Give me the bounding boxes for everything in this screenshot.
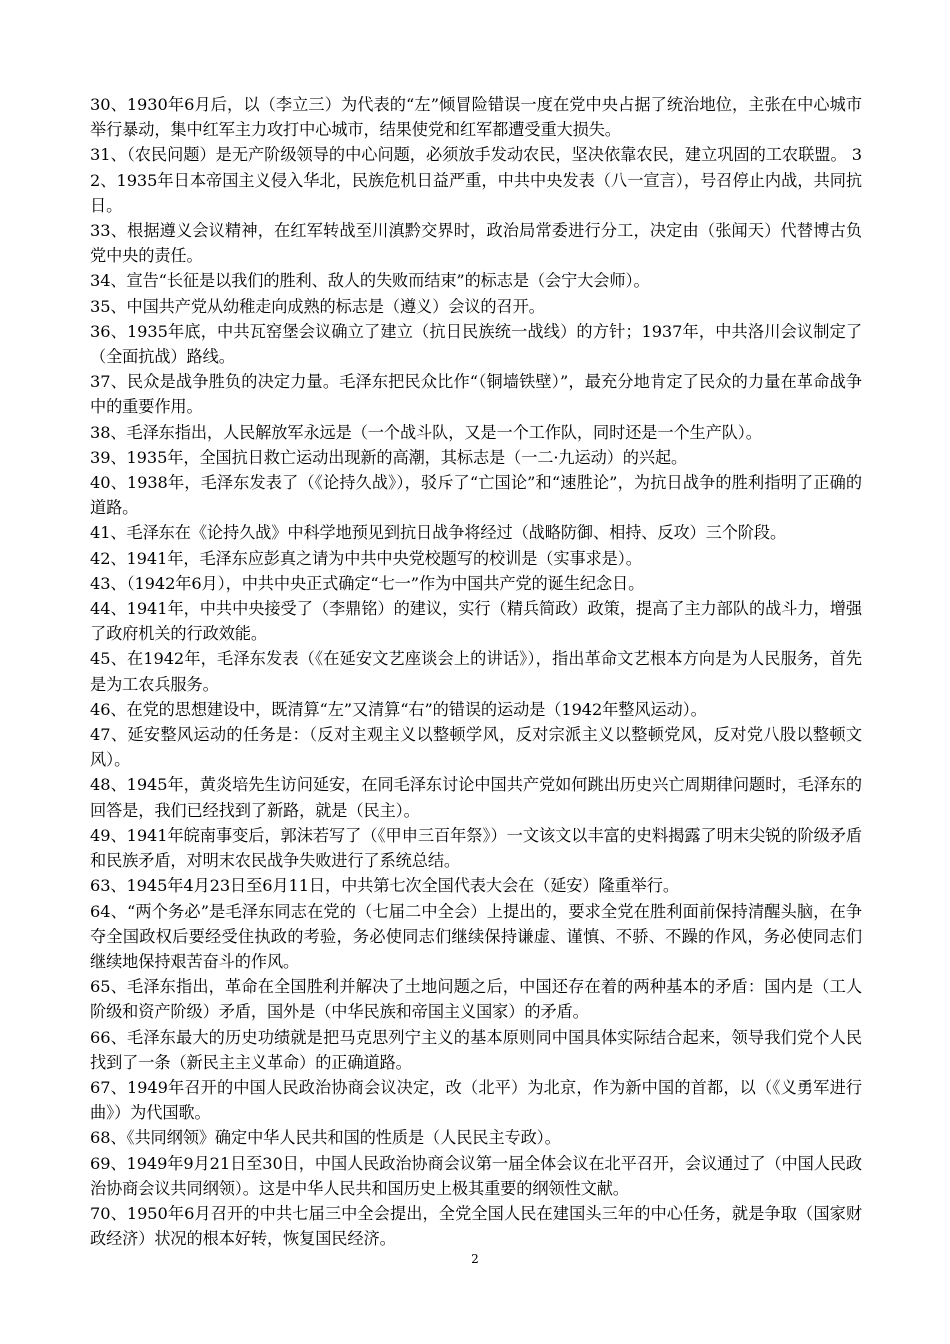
paragraph-39: 39、1935年，全国抗日救亡运动出现新的高潮，其标志是（一二·九运动）的兴起。 [90, 447, 688, 467]
paragraph-34: 34、宣告“长征是以我们的胜利、敌人的失败而结束”的标志是（会宁大会师）。 [90, 271, 650, 291]
paragraph-67: 67、1949年召开的中国人民政治协商会议决定，改（北平）为北京，作为新中国的首都，以（《义勇军进行曲》）为代国歌。 [90, 1077, 862, 1123]
paragraph-45: 45、在1942年，毛泽东发表（《在延安文艺座谈会上的讲话》），指出革命文艺根本方向是为人民服务，首先是为工农兵服务。 [90, 649, 862, 694]
paragraph-42: 42、1941年，毛泽东应彭真之请为中共中央党校题写的校训是（实事求是）。 [90, 548, 642, 568]
paragraph-47: 47、延安整风运动的任务是：（反对主观主义以整顿学风，反对宗派主义以整顿党风，反对党八股以整顿文风）。 [90, 725, 862, 770]
document-body [90, 92, 862, 1251]
paragraph-30: 30、1930年6月后，以（李立三）为代表的“左”倾冒险错误一度在党中央占据了统治地位，主张在中心城市举行暴动，集中红军主力攻打中心城市，结果使党和红军都遭受重大损失。 [90, 95, 862, 140]
paragraph-31-32: 31、（农民问题）是无产阶级领导的中心问题，必须放手发动农民，坚决依靠农民，建立巩固的工农联盟。 32、1935年日本帝国主义侵入华北，民族危机日益严重，中共中央发表（八一宣言），号召停止内战，共同抗日。 [90, 145, 862, 215]
paragraph-40: 40、1938年，毛泽东发表了（《论持久战》），驳斥了“亡国论”和“速胜论”，为抗日战争的胜利指明了正确的道路。 [90, 473, 862, 518]
page-number: 2 [471, 1252, 479, 1266]
paragraph-41: 41、毛泽东在《论持久战》中科学地预见到抗日战争将经过（战略防御、相持、反攻）三个阶段。 [90, 523, 787, 543]
paragraph-46: 46、在党的思想建设中，既清算“左”又清算“右”的错误的运动是（1942年整风运动）。 [90, 699, 707, 719]
paragraph-38: 38、毛泽东指出，人民解放军永远是（一个战斗队，又是一个工作队，同时还是一个生产队）。 [90, 422, 762, 442]
paragraph-63: 63、1945年4月23日至6月11日，中共第七次全国代表大会在（延安）隆重举行。 [90, 876, 679, 896]
paragraph-69: 69、1949年9月21日至30日，中国人民政治协商会议第一届全体会议在北平召开，会议通过了（中国人民政治协商会议共同纲领）。这是中华人民共和国历史上极其重要的纲领性文献。 [90, 1153, 862, 1198]
paragraph-37: 37、民众是战争胜负的决定力量。毛泽东把民众比作“（铜墙铁壁）”，最充分地肯定了民众的力量在革命战争中的重要作用。 [90, 372, 862, 417]
paragraph-43: 43、（1942年6月），中共中央正式确定“七一”作为中国共产党的诞生纪念日。 [90, 573, 645, 593]
paragraph-49: 49、1941年皖南事变后，郭沫若写了（《甲申三百年祭》）一文该文以丰富的史料揭露了明末尖锐的阶级矛盾和民族矛盾，对明末农民战争失败进行了系统总结。 [90, 825, 862, 871]
paragraph-33: 33、根据遵义会议精神，在红军转战至川滇黔交界时，政治局常委进行分工，决定由（张闻天）代替博古负党中央的责任。 [90, 221, 862, 266]
paragraph-70: 70、1950年6月召开的中共七届三中全会提出，全党全国人民在建国头三年的中心任务，就是争取（国家财政经济）状况的根本好转，恢复国民经济。 [90, 1203, 862, 1249]
paragraph-65: 65、毛泽东指出，革命在全国胜利并解决了土地问题之后，中国还存在着的两种基本的矛盾：国内是（工人阶级和资产阶级）矛盾，国外是（中华民族和帝国主义国家）的矛盾。 [90, 977, 862, 1022]
paragraph-36: 36、1935年底，中共瓦窑堡会议确立了建立（抗日民族统一战线）的方针；1937年，中共洛川会议制定了（全面抗战）路线。 [90, 321, 862, 367]
paragraph-64: 64、“两个务必”是毛泽东同志在党的（七届二中全会）上提出的，要求全党在胜利面前保持清醒头脑，在争夺全国政权后要经受住执政的考验，务必使同志们继续保持谦虚、谨慎、不骄、不躁的作风，务必使同志们继续地保持艰苦奋斗的作风。 [90, 901, 862, 971]
paragraph-44: 44、1941年，中共中央接受了（李鼎铭）的建议，实行（精兵简政）政策，提高了主力部队的战斗力，增强了政府机关的行政效能。 [90, 599, 862, 644]
paragraph-35: 35、中国共产党从幼稚走向成熟的标志是（遵义）会议的召开。 [90, 296, 545, 316]
paragraph-68: 68、《共同纲领》确定中华人民共和国的性质是（人民民主专政）。 [90, 1128, 561, 1148]
paragraph-48: 48、1945年，黄炎培先生访问延安，在同毛泽东讨论中国共产党如何跳出历史兴亡周期律问题时，毛泽东的回答是，我们已经找到了新路，就是（民主）。 [90, 775, 862, 820]
paragraph-66: 66、毛泽东最大的历史功绩就是把马克思列宁主义的基本原则同中国具体实际结合起来，领导我们党个人民找到了一条（新民主主义革命）的正确道路。 [90, 1027, 862, 1072]
